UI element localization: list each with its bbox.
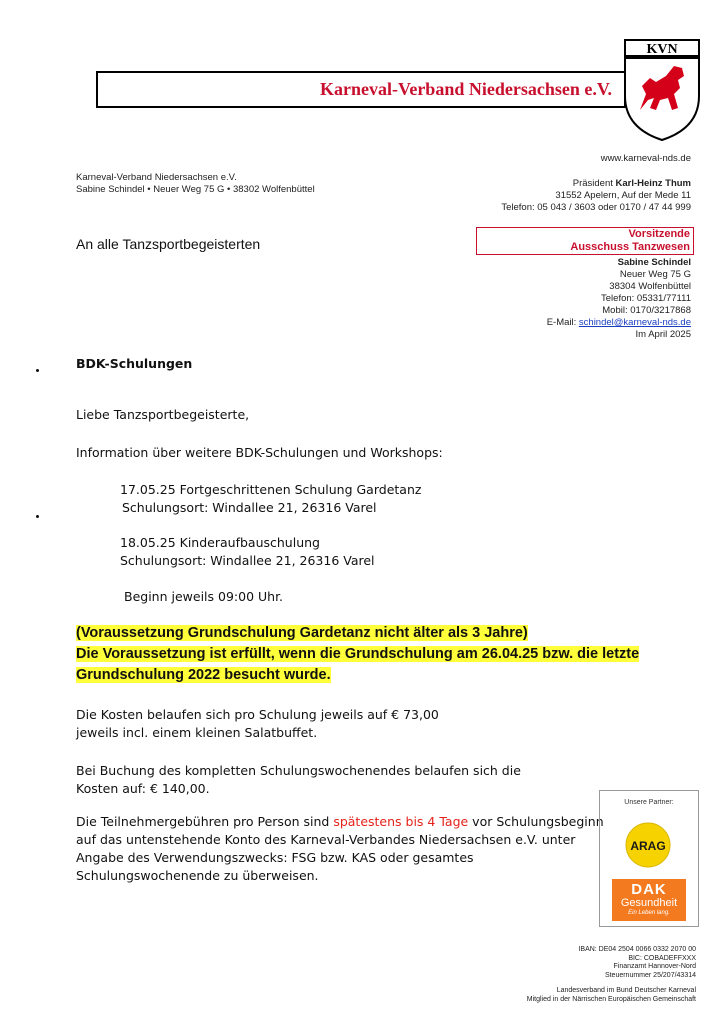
email-link[interactable]: schindel@karneval-nds.de bbox=[578, 317, 691, 328]
event-1-title: 17.05.25 Fortgeschrittenen Schulung Gardetanz bbox=[120, 482, 422, 497]
letterhead-banner bbox=[96, 71, 626, 108]
tax-office-text: Finanzamt Hannover-Nord bbox=[613, 963, 696, 970]
recipient-line: An alle Tanzsportbegeisterten bbox=[76, 236, 261, 252]
fee-text-end: vor Schulungsbeginn bbox=[468, 814, 604, 829]
sender-name: Karneval-Verband Niedersachsen e.V. bbox=[76, 172, 237, 183]
cost-line-2: jeweils incl. einem kleinen Salatbuffet. bbox=[76, 725, 318, 740]
president-address: 31552 Apelern, Auf der Mede 11 bbox=[555, 190, 691, 201]
arag-logo bbox=[624, 821, 672, 869]
requirement-line-2: Die Voraussetzung ist erfüllt, wenn die Grundschulung am 26.04.25 bzw. die letzte bbox=[76, 646, 640, 662]
requirement-notice bbox=[76, 623, 639, 686]
bank-details bbox=[446, 946, 696, 980]
membership-line-2: Mitglied in der Närrischen Europäischen Gemeinschaft bbox=[526, 995, 696, 1003]
contact-mobile: Mobil: 0170/3217868 bbox=[602, 305, 691, 316]
fee-deadline: spätestens bis 4 Tage bbox=[333, 814, 469, 829]
payment-block bbox=[76, 813, 604, 885]
kvn-crest-logo bbox=[622, 38, 702, 142]
svg-text:ARAG: ARAG bbox=[630, 839, 666, 853]
cost-line-1: Die Kosten belaufen sich pro Schulung jeweils auf € 73,00 bbox=[76, 707, 439, 722]
logo-text: KVN bbox=[646, 42, 678, 57]
dak-logo-subtitle: Gesundheit bbox=[620, 897, 678, 909]
fee-text-start: Die Teilnehmergebühren pro Person sind bbox=[76, 814, 334, 829]
contact-city: 38304 Wolfenbüttel bbox=[609, 281, 691, 292]
partner-box bbox=[599, 790, 699, 927]
organization-title: Karneval-Verband Niedersachsen e.V. bbox=[320, 79, 612, 99]
greeting: Liebe Tanzsportbegeisterte, bbox=[76, 407, 250, 422]
cost-block bbox=[76, 706, 439, 742]
margin-dot bbox=[36, 515, 39, 518]
contact-block bbox=[431, 257, 691, 341]
contact-name: Sabine Schindel bbox=[617, 257, 691, 268]
committee-title: Vorsitzende bbox=[628, 228, 690, 240]
iban-text: IBAN: DE04 2504 0066 0332 2070 00 bbox=[578, 946, 696, 953]
committee-box bbox=[476, 227, 694, 255]
dak-logo bbox=[612, 879, 686, 921]
requirement-line-3: Grundschulung 2022 besucht wurde. bbox=[76, 667, 331, 683]
dak-logo-title: DAK bbox=[631, 881, 667, 898]
contact-phone: Telefon: 05331/77111 bbox=[601, 293, 691, 304]
letter-date: Im April 2025 bbox=[635, 329, 691, 340]
website-text: www.karneval-nds.de bbox=[600, 153, 691, 164]
fee-line-4: Schulungswochenende zu überweisen. bbox=[76, 868, 319, 883]
dak-logo-slogan: Ein Leben lang. bbox=[628, 910, 670, 916]
contact-street: Neuer Weg 75 G bbox=[619, 269, 691, 280]
event-1-location: Schulungsort: Windallee 21, 26316 Varel bbox=[122, 500, 377, 515]
sender-block bbox=[76, 172, 315, 196]
margin-dot bbox=[36, 369, 39, 372]
email-label: E-Mail: bbox=[546, 317, 577, 328]
committee-subtitle: Ausschuss Tanzwesen bbox=[570, 241, 690, 253]
start-time: Beginn jeweils 09:00 Uhr. bbox=[124, 589, 284, 604]
fee-line-3: Angabe des Verwendungszwecks: FSG bzw. KAS oder gesamtes bbox=[76, 850, 474, 865]
subject-line: BDK-Schulungen bbox=[76, 356, 193, 371]
weekend-line-2: Kosten auf: € 140,00. bbox=[76, 781, 210, 796]
requirement-line-1: (Voraussetzung Grundschulung Gardetanz nicht älter als 3 Jahre) bbox=[76, 625, 528, 641]
membership-info bbox=[396, 987, 696, 1004]
fee-line-2: auf das untenstehende Konto des Karneval-Verbandes Niedersachsen e.V. unter bbox=[76, 832, 576, 847]
president-label: Präsident bbox=[572, 178, 613, 189]
event-2-title: 18.05.25 Kinderaufbauschulung bbox=[120, 535, 320, 550]
partner-label: Unsere Partner: bbox=[624, 799, 674, 806]
event-2-location: Schulungsort: Windallee 21, 26316 Varel bbox=[120, 553, 375, 568]
bic-text: BIC: COBADEFFXXX bbox=[628, 954, 696, 962]
president-phone: Telefon: 05 043 / 3603 oder 0170 / 47 44 999 bbox=[501, 202, 691, 213]
tax-number-text: Steuernummer 25/207/43314 bbox=[604, 971, 696, 979]
sender-address: Sabine Schindel • Neuer Weg 75 G • 38302 Wolfenbüttel bbox=[76, 184, 315, 195]
weekend-line-1: Bei Buchung des kompletten Schulungswochenendes belaufen sich die bbox=[76, 763, 521, 778]
president-name: Karl-Heinz Thum bbox=[615, 178, 691, 189]
membership-line-1: Landesverband im Bund Deutscher Karneval bbox=[556, 987, 696, 994]
president-block bbox=[371, 178, 691, 214]
intro-text: Information über weitere BDK-Schulungen und Workshops: bbox=[76, 445, 443, 460]
weekend-cost-block bbox=[76, 762, 521, 798]
